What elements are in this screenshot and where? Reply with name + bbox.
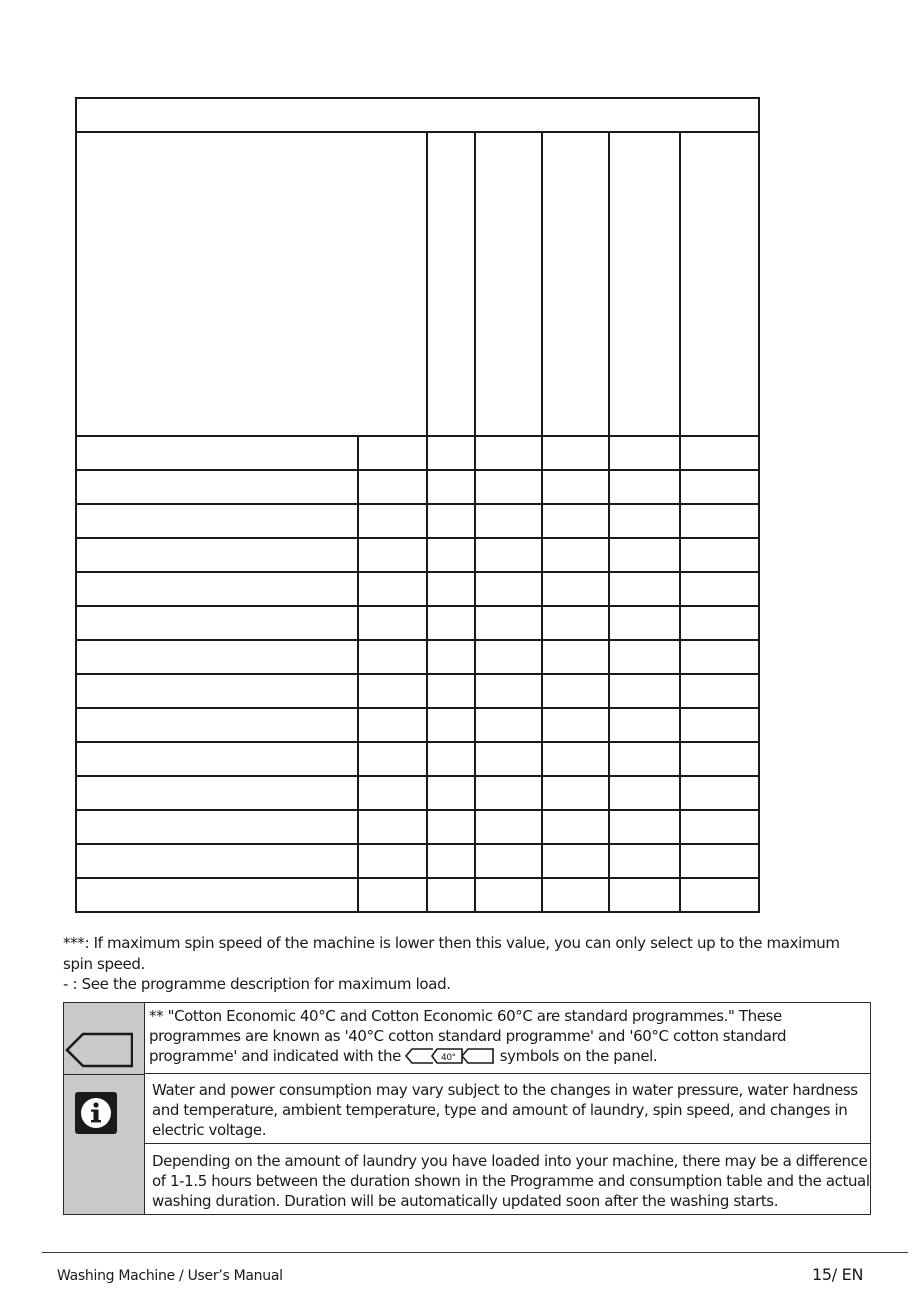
table-cell — [76, 776, 358, 810]
table-cell — [358, 504, 427, 538]
table-cell — [609, 640, 680, 674]
programme-table — [75, 97, 758, 912]
consumption-note — [144, 1074, 870, 1144]
table-cell — [358, 708, 427, 742]
footer-divider — [42, 1252, 908, 1253]
table-cell — [76, 504, 358, 538]
max-load-note: - : See the programme description for maximum load. — [63, 975, 451, 993]
table-cell — [76, 674, 358, 708]
table-cell — [427, 436, 475, 470]
table-header-cell — [609, 132, 680, 436]
table-cell — [680, 844, 759, 878]
table-row — [76, 606, 759, 640]
table-cell — [475, 674, 542, 708]
table-cell — [358, 538, 427, 572]
table-cell — [609, 674, 680, 708]
table-row — [76, 844, 759, 878]
table-cell — [427, 504, 475, 538]
table-cell — [542, 878, 609, 912]
table-cell — [475, 436, 542, 470]
table-cell — [475, 810, 542, 844]
table-row — [76, 504, 759, 538]
table-cell — [475, 538, 542, 572]
table-cell — [542, 844, 609, 878]
table-cell — [76, 640, 358, 674]
table-cell — [680, 742, 759, 776]
eco-note-text-end: symbols on the panel. — [499, 1047, 658, 1065]
table-cell — [542, 538, 609, 572]
table-cell — [358, 810, 427, 844]
table-cell — [427, 572, 475, 606]
table-cell — [542, 606, 609, 640]
table-cell — [680, 606, 759, 640]
table-cell — [609, 606, 680, 640]
table-header-cell — [680, 132, 759, 436]
table-row — [76, 776, 759, 810]
table-cell — [76, 708, 358, 742]
table-row — [76, 708, 759, 742]
eco-program-tag-icon — [65, 1030, 133, 1070]
table-cell — [76, 810, 358, 844]
table-cell — [427, 844, 475, 878]
table-header-cell — [542, 132, 609, 436]
table-cell — [542, 436, 609, 470]
table-cell — [76, 470, 358, 504]
table-title-cell — [76, 98, 759, 132]
table-cell — [475, 572, 542, 606]
table-title-row — [76, 98, 759, 132]
table-cell — [609, 878, 680, 912]
table-cell — [680, 708, 759, 742]
table-cell — [358, 844, 427, 878]
table-header-row — [76, 132, 759, 436]
icon-column-divider — [64, 1074, 144, 1075]
table-cell — [609, 742, 680, 776]
table-cell — [427, 742, 475, 776]
table-cell — [427, 708, 475, 742]
table-row — [76, 640, 759, 674]
table-cell — [609, 470, 680, 504]
table-cell — [475, 776, 542, 810]
table-cell — [427, 878, 475, 912]
table-cell — [609, 504, 680, 538]
table-cell — [475, 708, 542, 742]
table-cell — [358, 878, 427, 912]
table-cell — [680, 640, 759, 674]
table-cell — [76, 878, 358, 912]
table-cell — [358, 742, 427, 776]
table-cell — [542, 708, 609, 742]
eco-symbol-label: 40° — [441, 1053, 457, 1063]
footer-page-number: 15/ EN — [812, 1265, 864, 1284]
table-cell — [680, 776, 759, 810]
table-cell — [76, 742, 358, 776]
table-cell — [475, 844, 542, 878]
table-cell — [542, 674, 609, 708]
table-cell — [680, 470, 759, 504]
table-cell — [609, 844, 680, 878]
table-cell — [542, 504, 609, 538]
table-cell — [542, 470, 609, 504]
table-cell — [427, 606, 475, 640]
info-box-icon-column — [64, 1003, 145, 1214]
table-cell — [427, 538, 475, 572]
spin-speed-note: ***: If maximum spin speed of the machine is lower then this value, you can only select up to the maximum spin speed. — [63, 934, 840, 973]
table-cell — [358, 606, 427, 640]
table-cell — [542, 776, 609, 810]
table-cell — [76, 606, 358, 640]
table-cell — [680, 674, 759, 708]
table-cell — [427, 674, 475, 708]
table-cell — [427, 470, 475, 504]
footnotes — [63, 933, 863, 995]
table-header-cell — [76, 132, 427, 436]
eco-programme-note — [144, 1003, 870, 1074]
eco-40-symbol-icon — [405, 1048, 495, 1064]
table-cell — [358, 572, 427, 606]
duration-note — [144, 1144, 870, 1214]
table-cell — [680, 538, 759, 572]
table-cell — [542, 742, 609, 776]
table-row — [76, 674, 759, 708]
table-cell — [609, 810, 680, 844]
table-row — [76, 878, 759, 912]
table-cell — [358, 776, 427, 810]
table-cell — [358, 470, 427, 504]
table-cell — [609, 572, 680, 606]
table-cell — [609, 436, 680, 470]
table-cell — [680, 810, 759, 844]
table-cell — [680, 878, 759, 912]
table-cell — [427, 776, 475, 810]
table-cell — [475, 878, 542, 912]
table-cell — [427, 810, 475, 844]
table-row — [76, 436, 759, 470]
table-row — [76, 572, 759, 606]
table-cell — [475, 504, 542, 538]
table-cell — [427, 640, 475, 674]
table-cell — [475, 606, 542, 640]
table-cell — [358, 640, 427, 674]
table-cell — [609, 708, 680, 742]
programme-table-grid — [75, 97, 760, 913]
info-box — [63, 1002, 871, 1215]
table-row — [76, 538, 759, 572]
table-header-cell — [475, 132, 542, 436]
table-cell — [680, 504, 759, 538]
table-header-cell — [427, 132, 475, 436]
table-cell — [542, 640, 609, 674]
footer-manual-title: Washing Machine / User’s Manual — [57, 1268, 283, 1284]
table-cell — [542, 572, 609, 606]
table-cell — [475, 640, 542, 674]
consumption-note-text: Water and power consumption may vary subject to the changes in water pressure, water hardness and temperature, ambient temperature, type and amount of laundry, spin speed, and changes in electric voltage. — [152, 1081, 858, 1139]
table-row — [76, 742, 759, 776]
table-cell — [76, 572, 358, 606]
table-cell — [680, 436, 759, 470]
table-cell — [609, 776, 680, 810]
table-row — [76, 470, 759, 504]
info-icon — [75, 1092, 117, 1134]
table-cell — [542, 810, 609, 844]
table-cell — [76, 538, 358, 572]
table-cell — [358, 674, 427, 708]
table-cell — [475, 470, 542, 504]
duration-note-text: Depending on the amount of laundry you have loaded into your machine, there may be a difference of 1-1.5 hours between the duration shown in the Programme and consumption table and the actual washing duration. Duration will be automatically updated soon after the washing starts. — [152, 1152, 870, 1210]
table-cell — [358, 436, 427, 470]
table-cell — [76, 436, 358, 470]
table-row — [76, 810, 759, 844]
table-cell — [680, 572, 759, 606]
table-cell — [76, 844, 358, 878]
eco-note-text: ** "Cotton Economic 40°C and Cotton Economic 60°C are standard programmes." These programmes are known as '40°C cotton standard programme' and '60°C cotton standard programme' and indicated with the — [149, 1007, 787, 1065]
info-box-text-column — [144, 1003, 870, 1214]
table-cell — [609, 538, 680, 572]
table-cell — [475, 742, 542, 776]
